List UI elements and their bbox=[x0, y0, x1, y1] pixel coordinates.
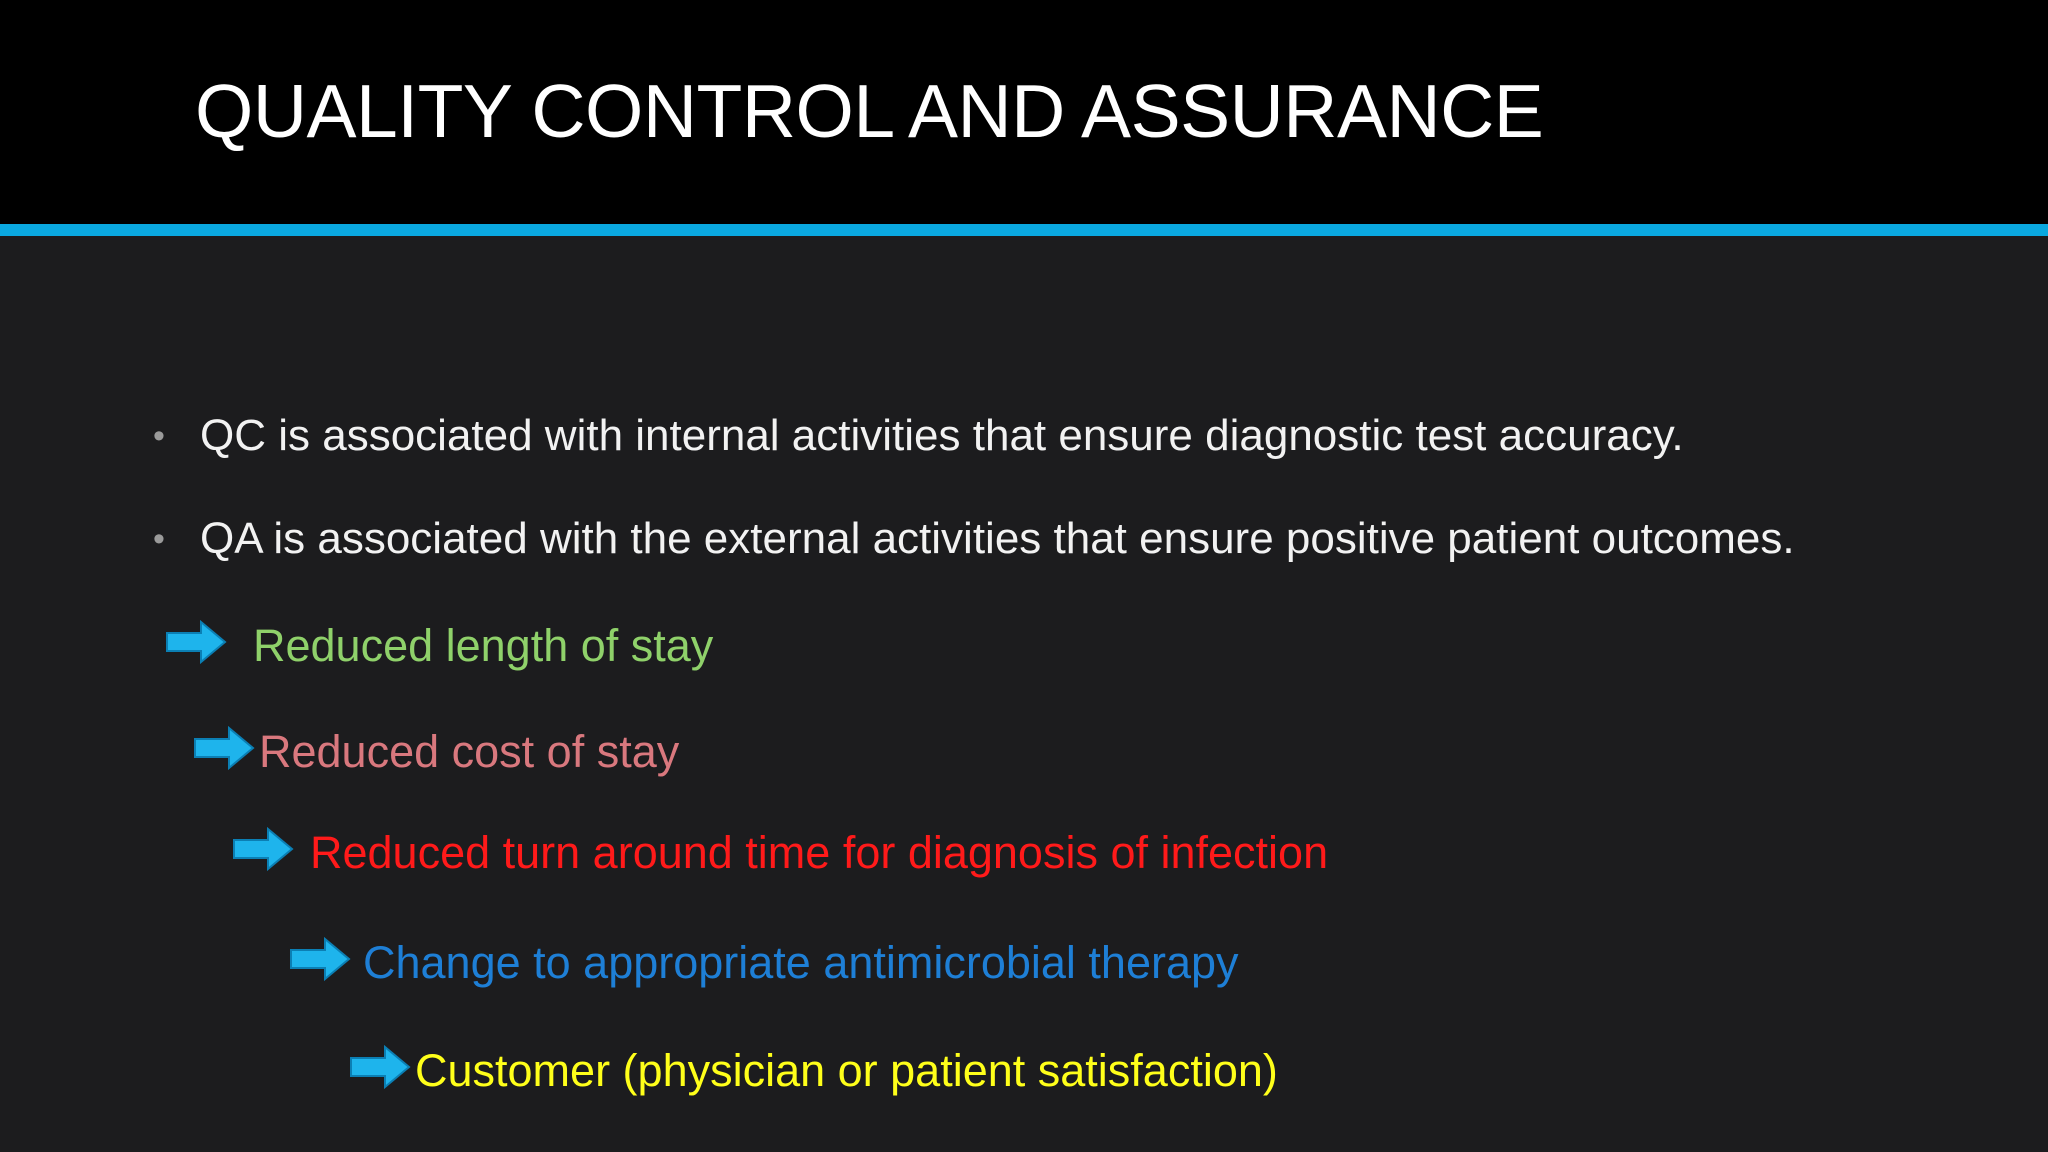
outcome-label: Change to appropriate antimicrobial therapy bbox=[363, 937, 1239, 988]
bullet-dot-icon: • bbox=[153, 520, 165, 558]
outcome-label: Customer (physician or patient satisfaction) bbox=[415, 1045, 1278, 1096]
right-arrow-icon bbox=[193, 726, 255, 770]
bullet-text: QA is associated with the external activities that ensure positive patient outcomes. bbox=[200, 514, 1795, 563]
accent-divider bbox=[0, 224, 2048, 236]
outcome-label: Reduced cost of stay bbox=[259, 726, 680, 777]
right-arrow-icon bbox=[289, 937, 351, 981]
right-arrow-icon bbox=[165, 620, 227, 664]
title-bar bbox=[0, 0, 2048, 224]
slide-title: QUALITY CONTROL AND ASSURANCE bbox=[195, 69, 1544, 153]
outcome-label: Reduced turn around time for diagnosis of infection bbox=[310, 827, 1329, 878]
bullet-text: QC is associated with internal activities that ensure diagnostic test accuracy. bbox=[200, 411, 1684, 460]
outcome-label: Reduced length of stay bbox=[253, 620, 714, 671]
right-arrow-icon bbox=[349, 1045, 411, 1089]
right-arrow-icon bbox=[232, 827, 294, 871]
bullet-dot-icon: • bbox=[153, 417, 165, 455]
